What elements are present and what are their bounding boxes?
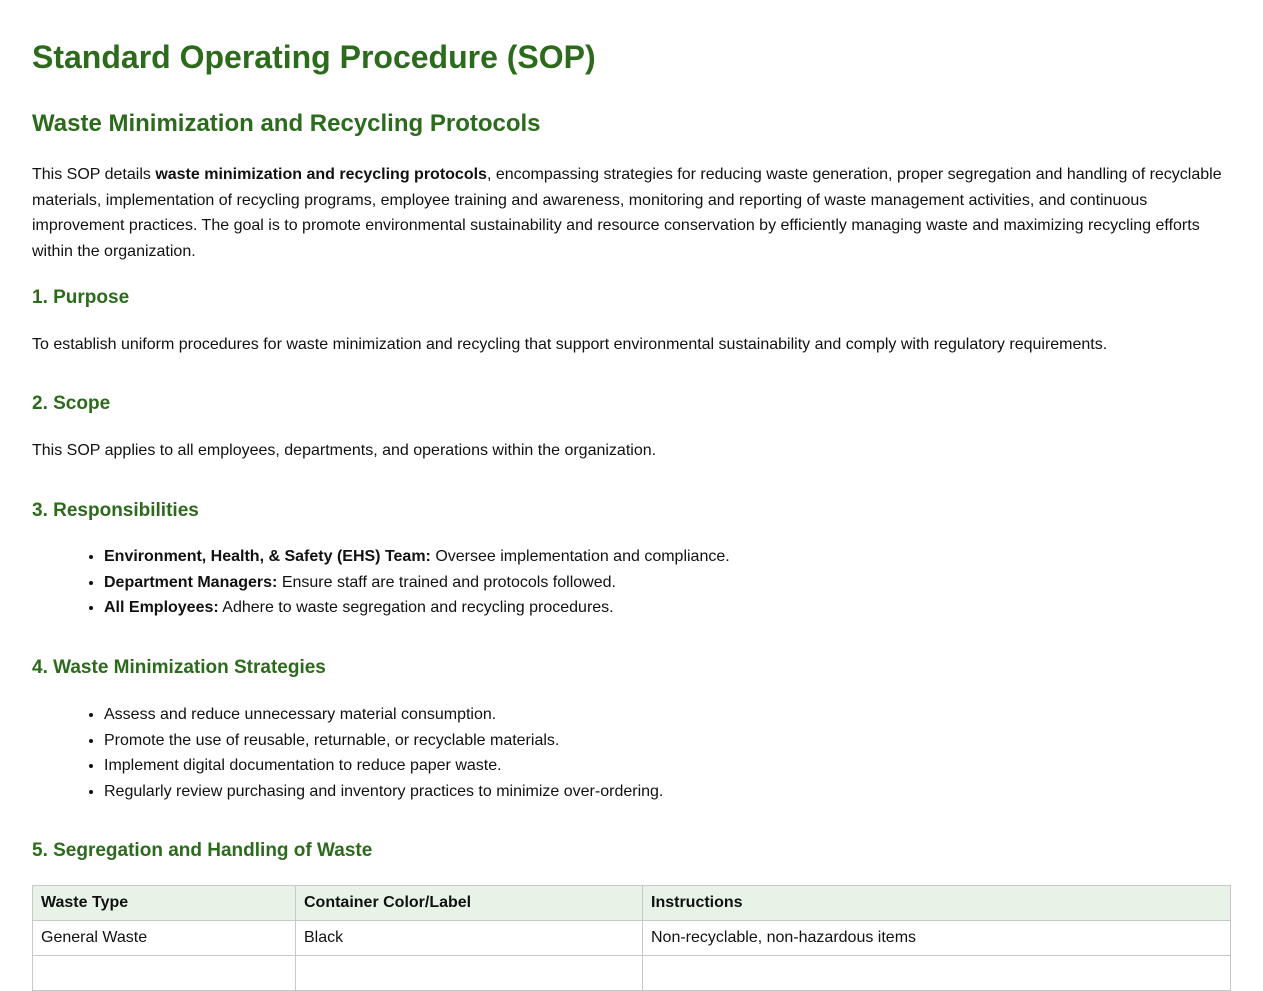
section-heading-scope: 2. Scope bbox=[32, 393, 111, 414]
column-header-container: Container Color/Label bbox=[296, 886, 643, 921]
role-label: Environment, Health, & Safety (EHS) Team: bbox=[104, 548, 431, 565]
table-header-row bbox=[33, 886, 1231, 921]
waste-segregation-table bbox=[32, 885, 1231, 991]
role-label: All Employees: bbox=[104, 599, 219, 616]
table-cell: Black bbox=[296, 921, 643, 956]
intro-text-start: This SOP details bbox=[32, 166, 156, 183]
role-label: Department Managers: bbox=[104, 573, 278, 591]
table-cell bbox=[33, 956, 296, 991]
role-description: Ensure staff are trained and protocols followed. bbox=[277, 573, 616, 591]
table-cell: Non-recyclable, non-hazardous items bbox=[643, 921, 1231, 956]
table-row bbox=[33, 956, 1231, 991]
list-item: • Assess and reduce unnecessary material consumption. bbox=[104, 702, 663, 728]
responsibilities-list bbox=[32, 544, 730, 621]
list-item bbox=[104, 544, 730, 570]
section-heading-strategies: 4. Waste Minimization Strategies bbox=[32, 657, 326, 678]
section-heading-segregation: 5. Segregation and Handling of Waste bbox=[32, 840, 373, 861]
table-cell: General Waste bbox=[33, 921, 296, 956]
table-cell bbox=[296, 956, 643, 991]
column-header-waste-type: Waste Type bbox=[33, 886, 296, 921]
strategies-list bbox=[32, 702, 663, 804]
list-item bbox=[104, 570, 730, 596]
scope-text: This SOP applies to all employees, departments, and operations within the organization. bbox=[32, 442, 657, 459]
list-item: • Implement digital documentation to reduce paper waste. bbox=[104, 753, 663, 779]
intro-text-end: , encompassing strategies for reducing waste generation, proper segregation and handling of recyclable materials, implementation of recycling programs, employee training and awareness, monitoring and reporting of waste management activities, and continuous improvement practices. The goal is to promote environmental sustainability and resource conservation by efficiently managing waste and maximizing recycling efforts within the organization. bbox=[32, 166, 1222, 260]
role-description: Oversee implementation and compliance. bbox=[430, 548, 730, 565]
purpose-text: To establish uniform procedures for waste minimization and recycling that support environmental sustainability and comply with regulatory requirements. bbox=[32, 336, 1108, 353]
table-row bbox=[33, 921, 1231, 956]
intro-text-bold: waste minimization and recycling protocols bbox=[155, 166, 487, 183]
role-description: Adhere to waste segregation and recycling procedures. bbox=[218, 599, 614, 616]
page-title: Standard Operating Procedure (SOP) bbox=[32, 39, 596, 75]
table-cell bbox=[643, 956, 1231, 991]
column-header-instructions: Instructions bbox=[643, 886, 1231, 921]
intro-paragraph bbox=[32, 162, 1231, 264]
list-item: • Promote the use of reusable, returnable, or recyclable materials. bbox=[104, 728, 663, 754]
list-item bbox=[104, 595, 730, 621]
section-heading-purpose: 1. Purpose bbox=[32, 287, 130, 308]
document-subtitle: Waste Minimization and Recycling Protocols bbox=[32, 110, 541, 137]
list-item: • Regularly review purchasing and inventory practices to minimize over-ordering. bbox=[104, 779, 663, 805]
section-heading-responsibilities: 3. Responsibilities bbox=[32, 500, 199, 521]
